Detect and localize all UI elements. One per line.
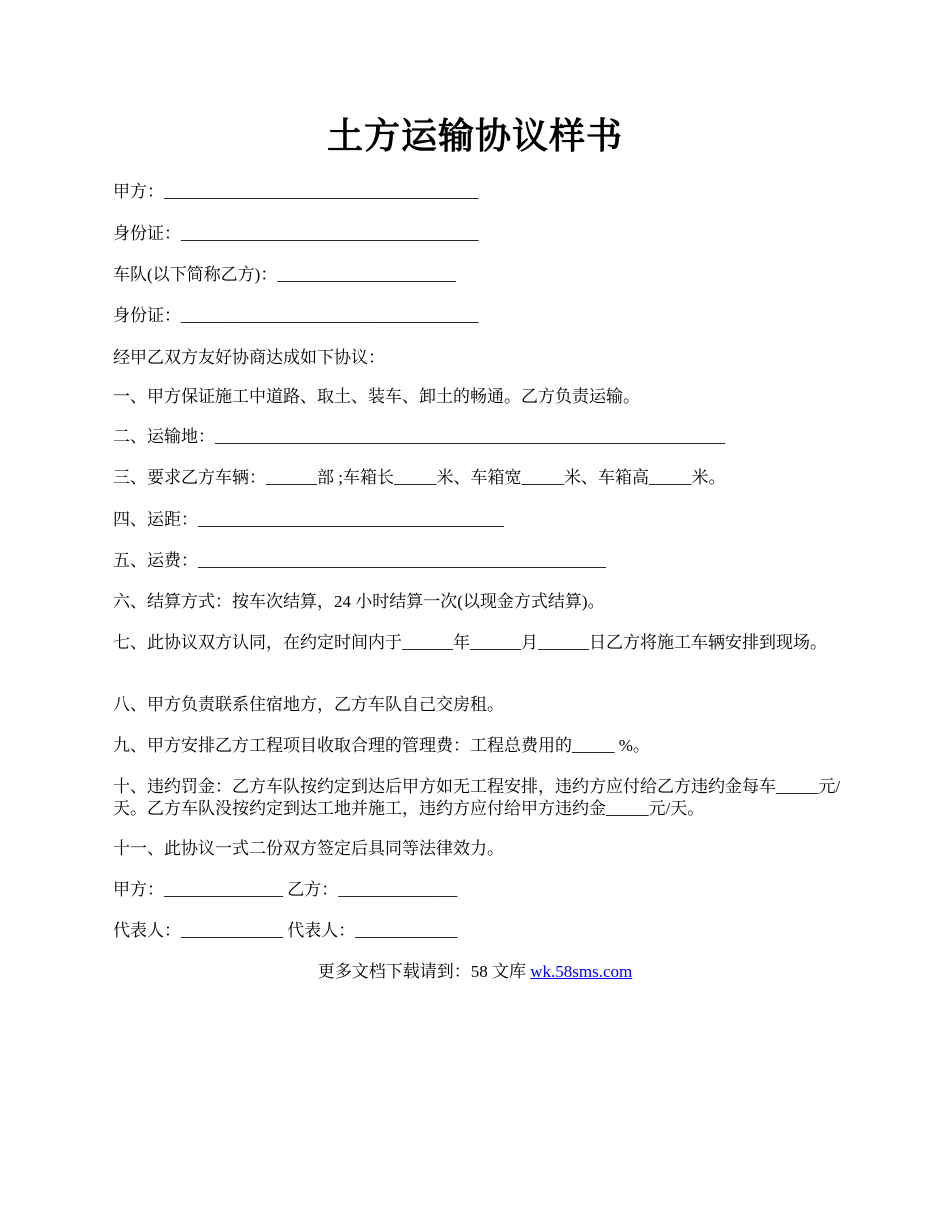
signature-representatives-line: 代表人：____________ 代表人：____________ — [113, 921, 458, 940]
clause-9: 九、甲方安排乙方工程项目收取合理的管理费：工程总费用的_____ %。 — [113, 736, 650, 755]
clause-11: 十一、此协议一式二份双方签定后具同等法律效力。 — [113, 839, 504, 858]
party-a-line: 甲方：_____________________________________ — [113, 182, 479, 201]
clause-4: 四、运距：____________________________________ — [113, 510, 504, 529]
signature-parties-line: 甲方：______________ 乙方：______________ — [113, 880, 458, 899]
footer-text: 更多文档下载请到：58 文库 — [317, 962, 531, 981]
clause-6: 六、结算方式：按车次结算，24 小时结算一次(以现金方式结算)。 — [113, 592, 605, 611]
footer-link[interactable]: wk.58sms.com — [530, 962, 633, 981]
document-title: 土方运输协议样书 — [326, 116, 623, 156]
agreement-intro: 经甲乙双方友好协商达成如下协议： — [113, 348, 385, 367]
clause-8: 八、甲方负责联系住宿地方，乙方车队自己交房租。 — [113, 695, 504, 714]
clause-7: 七、此协议双方认同，在约定时间内于______年______月______日乙方将施工车辆安排到现场。 — [113, 633, 827, 652]
clause-5: 五、运费：________________________________________________ — [113, 551, 606, 570]
clause-2: 二、运输地：____________________________________________________________ — [113, 427, 725, 446]
clause-10: 十、违约罚金：乙方车队按约定到达后甲方如无工程安排，违约方应付给乙方违约金每车_____元/天。乙方车队没按约定到达工地并施工，违约方应付给甲方违约金_____元/天。 — [113, 777, 841, 818]
party-b-team-line: 车队(以下简称乙方)：_____________________ — [113, 265, 456, 284]
party-b-id-line: 身份证：___________________________________ — [113, 306, 479, 325]
footer — [0, 961, 950, 983]
clause-1: 一、甲方保证施工中道路、取土、装车、卸土的畅通。乙方负责运输。 — [113, 387, 640, 406]
clause-3: 三、要求乙方车辆：______部 ;车箱长_____米、车箱宽_____米、车箱高_____米。 — [113, 468, 726, 487]
party-a-id-line: 身份证：___________________________________ — [113, 224, 479, 243]
